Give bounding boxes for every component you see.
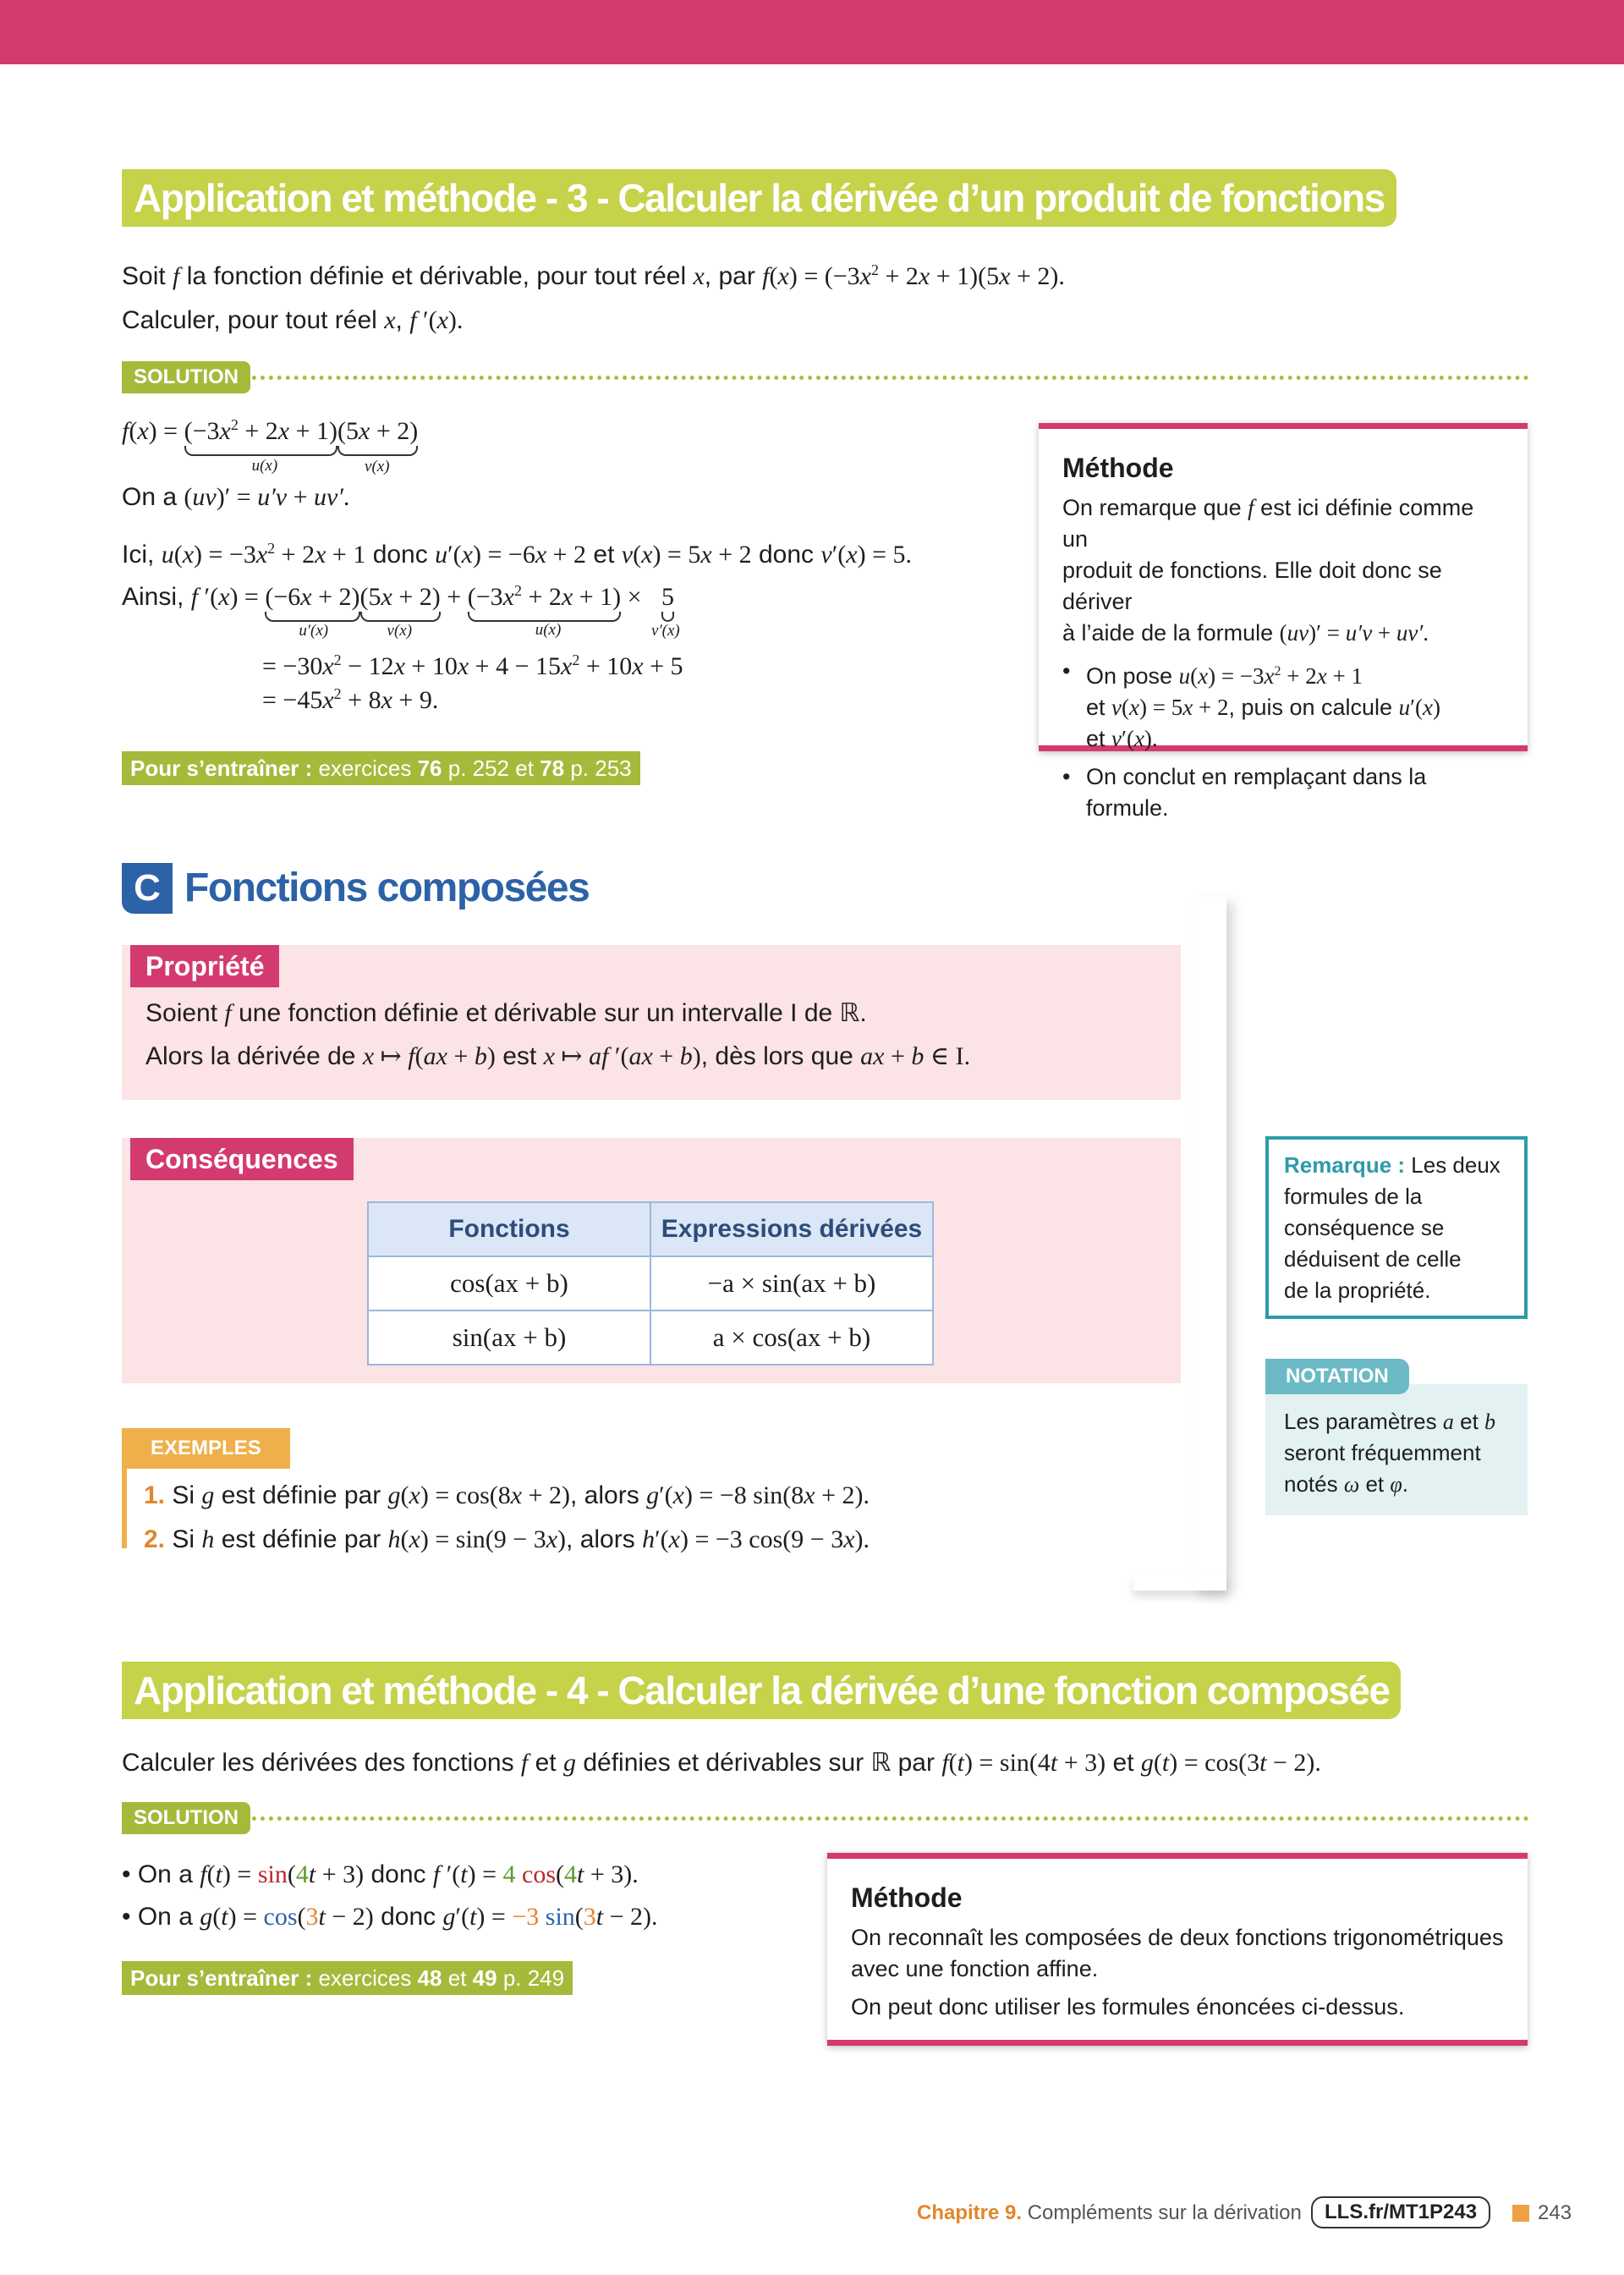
property-tag: Propriété [130,945,279,987]
solution-divider [244,1816,1529,1821]
app3-formula: On a (uv)′ = u′v + uv′. [122,483,350,511]
app4-method-box [827,1853,1528,2046]
consequences-tag: Conséquences [130,1138,354,1180]
app3-question: Calculer, pour tout réel x, f ′(x). [122,306,464,334]
solution-divider [244,376,1529,380]
method-text: On remarque que f est ici définie comme un produit de fonctions. Elle doit donc se dériver à l’aide de la formule (uv)′ = u′v + uv′. [1062,495,1474,646]
app3-f-expression: $f(x) = (-3x^2 + 2x + 1)$ u(x) (5x + 2) v(x) [122,416,419,475]
app3-solution-tag: SOLUTION [122,361,250,393]
app4-statement: Calculer les dérivées des fonctions f et g définies et dérivables sur ℝ par f(t) = sin(4t + 3) et g(t) = cos(3t − 2). [122,1749,1321,1777]
app4-practice-link[interactable]: Pour s’entraîner : exercices 48 et 49 p. 249 [122,1961,573,1995]
table-row [368,1256,933,1311]
app3-practice-link[interactable]: Pour s’entraîner : exercices 76 p. 252 et 78 p. 253 [122,751,640,785]
page-marker [1512,2205,1529,2222]
app3-title: Application et méthode - 3 - Calculer la dérivée d’un produit de fonctions [122,169,1396,227]
property-line-2: Alors la dérivée de x ↦ f(ax + b) est x ↦ af ′(ax + b), dès lors que ax + b ∈ I. [145,1042,971,1070]
app3-statement: Soit f la fonction définie et dérivable, pour tout réel x, par $f(x) = (-3x^2 + 2x + 1)(5x + 2)$. [122,261,1065,290]
notation-tag: NOTATION [1265,1359,1409,1394]
table-row [368,1311,933,1365]
method-bullet-2: • On conclut en remplaçant dans la formule. [1062,764,1427,821]
top-banner [0,0,1624,64]
section-c-title: Fonctions composées [184,865,590,910]
footer-link[interactable]: LLS.fr/MT1P243 [1311,2196,1490,2228]
section-shadow [1193,897,1226,1591]
table-cell: cos(ax + b) [368,1256,650,1311]
app3-method-box [1039,423,1528,821]
table-header: Expressions dérivées [650,1202,933,1256]
derivatives-table [367,1201,934,1366]
app4-bullet-2: • On a g(t) = cos(3t − 2) donc g′(t) = −3 sin(3t − 2). [122,1903,658,1931]
app3-step3: = $-45x^2 + 8x + 9$. [262,685,439,714]
notation-text: Les paramètres a et b seront fréquemment notés ω et φ. [1284,1409,1496,1497]
method-title: Méthode [851,1882,963,1913]
table-cell: sin(ax + b) [368,1311,650,1365]
table-header: Fonctions [368,1202,650,1256]
footer-chapter: Chapitre 9. Compléments sur la dérivation [917,2201,1302,2224]
app4-title: Application et méthode - 4 - Calculer la dérivée d’une fonction composée [122,1662,1401,1719]
app4-solution-tag: SOLUTION [122,1802,250,1834]
remark-box: Remarque : Les deux formules de la conséquence se déduisent de celle de la propriété. [1265,1136,1528,1319]
method-text: On reconnaît les composées de deux fonctions trigonométriques avec une fonction affine. [851,1925,1504,1981]
table-cell: a × cos(ax + b) [650,1311,933,1365]
app4-bullet-1: • On a f(t) = sin(4t + 3) donc f ′(t) = 4 cos(4t + 3). [122,1860,639,1888]
page-number: 243 [1538,2201,1572,2224]
section-c-badge: C [122,863,173,914]
property-line-1: Soient f une fonction définie et dérivable sur un intervalle I de ℝ. [145,999,867,1027]
app3-ainsi: Ainsi, f ′(x) = (−6x + 2) u′(x) (5x + 2) v(x) + $(-3x^2 + 2x + 1)$ u(x) × 5 v′(x) [122,582,680,640]
method-text: On peut donc utiliser les formules énoncées ci-dessus. [851,1994,1405,2019]
table-cell: −a × sin(ax + b) [650,1256,933,1311]
section-shadow-bottom [1133,1574,1226,1591]
method-title: Méthode [1062,453,1174,483]
example-2: 2. Si h est définie par h(x) = sin(9 − 3x), alors h′(x) = −3 cos(9 − 3x). [144,1525,870,1553]
app3-ici: Ici, $u(x) = -3x^2 + 2x + 1$ donc u′(x) = −6x + 2 et v(x) = 5x + 2 donc v′(x) = 5. [122,540,912,569]
app3-step2: = $-30x^2 - 12x + 10x + 4 - 15x^2 + 10x + 5$ [262,651,683,680]
example-1: 1. Si g est définie par g(x) = cos(8x + 2), alors g′(x) = −8 sin(8x + 2). [144,1481,870,1509]
examples-tag: EXEMPLES [122,1428,290,1469]
method-bullet-1: • On pose $u(x) = -3x^2 + 2x + 1$ et v(x) = 5x + 2, puis on calcule u′(x) et v′(x). [1062,658,1440,751]
